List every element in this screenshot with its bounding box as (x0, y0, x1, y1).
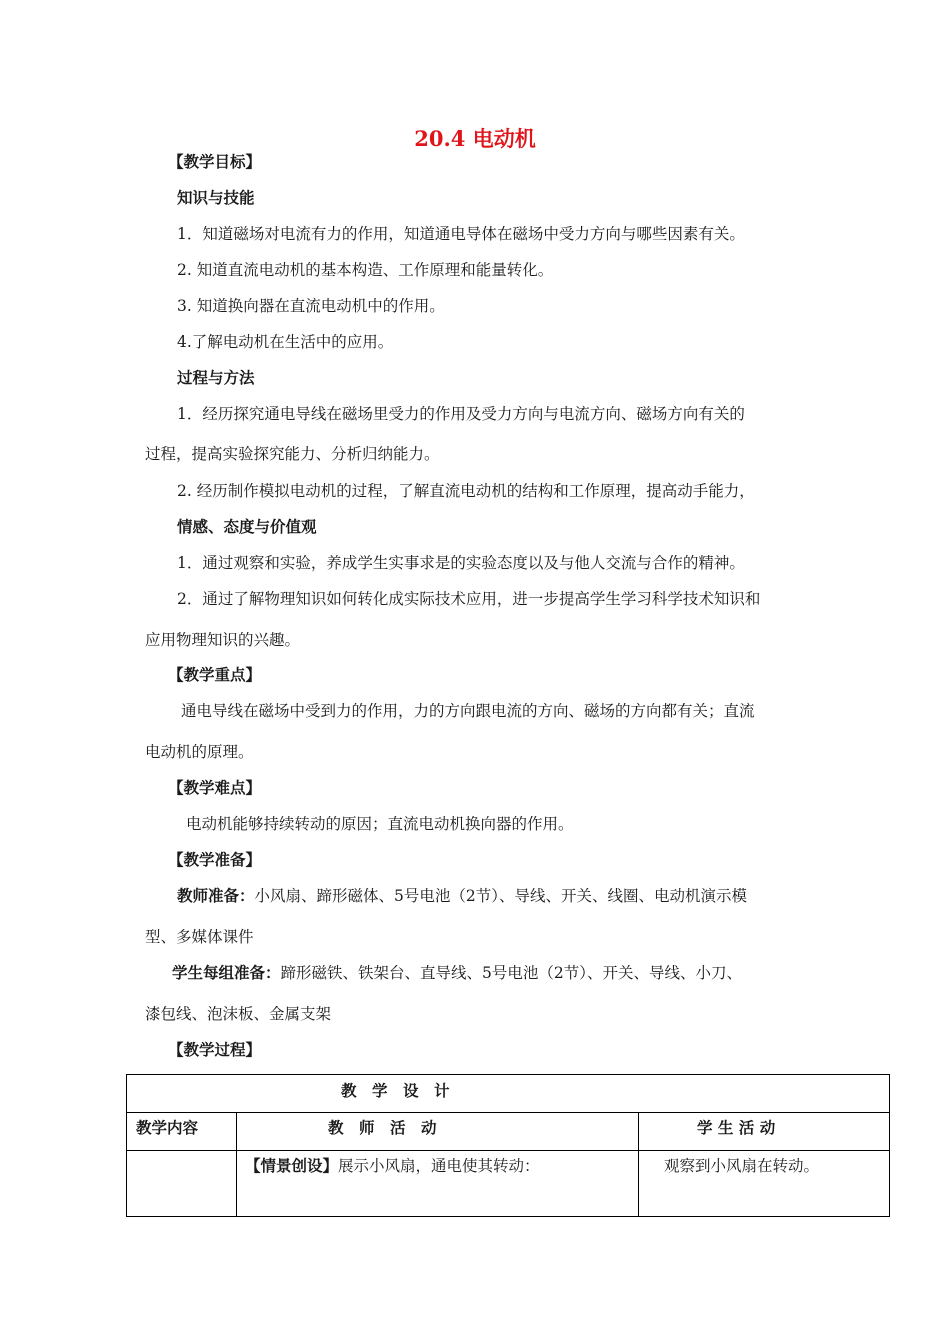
student-preparation-items: 蹄形磁铁、铁架台、直导线、5号电池（2节）、开关、导线、小刀、 (280, 964, 742, 982)
knowledge-item-2: 2. 知道直流电动机的基本构造、工作原理和能量转化。 (177, 261, 554, 279)
key-points-heading: 【教学重点】 (168, 665, 262, 684)
knowledge-item-4: 4.了解电动机在生活中的应用。 (177, 333, 394, 351)
table-header-student: 学 生 活 动 (697, 1118, 776, 1137)
emotion-item-1: 1．通过观察和实验，养成学生实事求是的实验态度以及与他人交流与合作的精神。 (177, 554, 745, 572)
teaching-process-heading: 【教学过程】 (168, 1040, 262, 1059)
scenario-label: 【情景创设】 (245, 1156, 339, 1175)
teacher-preparation-label: 教师准备： (177, 886, 255, 905)
student-preparation-line-1 (172, 963, 742, 983)
teacher-preparation-line-2: 型、多媒体课件 (145, 928, 254, 946)
student-preparation-line-2: 漆包线、泡沫板、金属支架 (145, 1005, 332, 1023)
page-title: 20.4 电动机 (414, 126, 536, 151)
difficulties-line-1: 电动机能够持续转动的原因；直流电动机换向器的作用。 (186, 815, 574, 833)
teacher-preparation-items: 小风扇、蹄形磁体、5号电池（2节）、导线、开关、线圈、电动机演示模 (254, 887, 747, 905)
scenario-text: 展示小风扇，通电使其转动： (338, 1157, 540, 1175)
objectives-heading: 【教学目标】 (168, 152, 262, 171)
key-points-line-1: 通电导线在磁场中受到力的作用，力的方向跟电流的方向、磁场的方向都有关；直流 (181, 702, 755, 720)
table-column-divider (638, 1112, 639, 1216)
preparation-heading: 【教学准备】 (168, 850, 262, 869)
key-points-line-2: 电动机的原理。 (145, 743, 254, 761)
process-item-1-line-2: 过程，提高实验探究能力、分析归纳能力。 (145, 445, 440, 463)
difficulties-heading: 【教学难点】 (168, 778, 262, 797)
table-column-divider (236, 1112, 237, 1216)
table-divider (127, 1112, 889, 1113)
table-row-1-teacher (245, 1156, 540, 1176)
table-divider (127, 1150, 889, 1151)
process-heading: 过程与方法 (177, 368, 255, 387)
student-preparation-label: 学生每组准备： (172, 963, 281, 982)
teaching-design-table (126, 1074, 890, 1217)
knowledge-item-3: 3. 知道换向器在直流电动机中的作用。 (177, 297, 445, 315)
table-header-content: 教学内容 (136, 1118, 199, 1137)
knowledge-item-1: 1．知道磁场对电流有力的作用，知道通电导体在磁场中受力方向与哪些因素有关。 (177, 225, 745, 243)
table-row-1-student: 观察到小风扇在转动。 (664, 1157, 820, 1175)
knowledge-heading: 知识与技能 (177, 188, 255, 207)
emotion-heading: 情感、态度与价值观 (177, 517, 317, 536)
process-item-1-line-1: 1．经历探究通电导线在磁场里受力的作用及受力方向与电流方向、磁场方向有关的 (177, 405, 745, 423)
emotion-item-2-line-1: 2．通过了解物理知识如何转化成实际技术应用，进一步提高学生学习科学技术知识和 (177, 590, 761, 608)
process-item-2: 2. 经历制作模拟电动机的过程，了解直流电动机的结构和工作原理，提高动手能力， (177, 482, 755, 500)
teacher-preparation-line-1 (177, 886, 747, 906)
emotion-item-2-line-2: 应用物理知识的兴趣。 (145, 631, 301, 649)
table-header-teacher: 教 师 活 动 (328, 1118, 437, 1137)
table-design-header: 教 学 设 计 (341, 1081, 450, 1100)
